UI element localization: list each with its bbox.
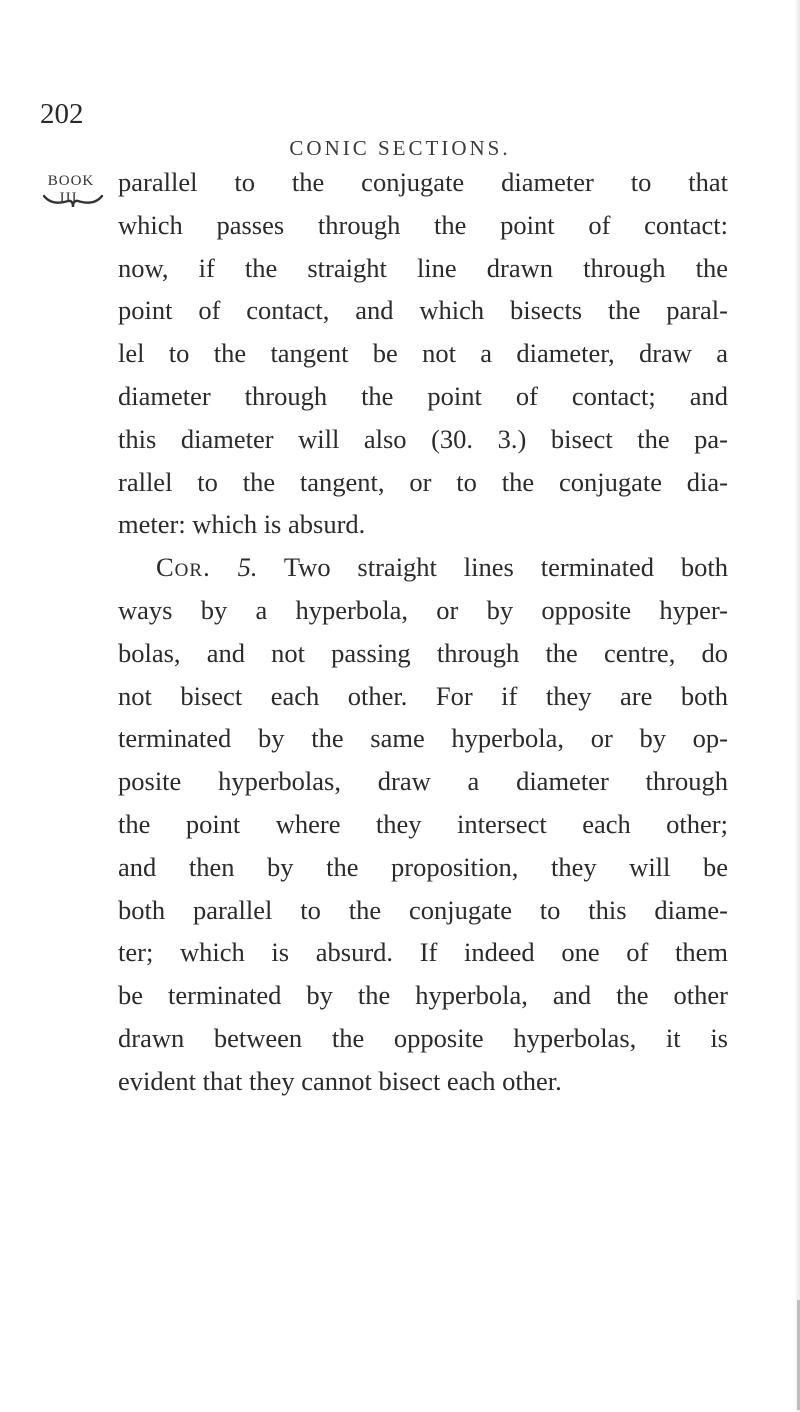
text-line: the point where they intersect each other; — [118, 808, 728, 839]
text-line: and then by the proposition, they will be — [118, 851, 728, 882]
text-line: ways by a hyperbola, or by opposite hyper- — [118, 594, 728, 625]
text-line: lel to the tangent be not a diameter, draw a — [118, 338, 728, 369]
text-line: posite hyperbolas, draw a diameter through — [118, 766, 728, 797]
text-line: not bisect each other. For if they are both — [118, 680, 728, 711]
text-line: parallel to the conjugate diameter to that — [118, 167, 728, 197]
corollary-number: 5. — [237, 552, 258, 583]
corollary-first-line: Two straight lines terminated both — [283, 552, 728, 583]
page-edge-shadow — [794, 0, 800, 1412]
running-head: CONIC SECTIONS. — [289, 136, 511, 160]
text-line: bolas, and not passing through the centre, do — [118, 637, 728, 668]
brace-ornament — [40, 192, 106, 210]
book-marker: BOOK III. — [47, 173, 95, 206]
text-line: diameter through the point of contact; and — [118, 380, 728, 411]
corollary-heading-line — [118, 546, 728, 589]
text-line: both parallel to the conjugate to this diame- — [118, 894, 728, 925]
text-line: evident that they cannot bisect each other. — [118, 1065, 562, 1096]
text-line: be terminated by the hyperbola, and the other — [118, 980, 728, 1011]
text-line: ter; which is absurd. If indeed one of them — [118, 937, 728, 968]
text-line: terminated by the same hyperbola, or by op- — [118, 723, 728, 754]
text-line: rallel to the tangent, or to the conjugate dia- — [118, 466, 728, 497]
text-line: this diameter will also (30. 3.) bisect the pa- — [118, 423, 728, 454]
page-number: 202 — [40, 98, 84, 130]
corollary-label: Cor. — [156, 552, 211, 583]
text-line: drawn between the opposite hyperbolas, it is — [118, 1022, 728, 1053]
text-line: which passes through the point of contact: — [118, 209, 728, 240]
text-line: point of contact, and which bisects the paral- — [118, 295, 728, 326]
body-text — [118, 161, 728, 1103]
text-line: now, if the straight line drawn through the — [118, 252, 728, 283]
text-line: meter: which is absurd. — [118, 509, 366, 540]
